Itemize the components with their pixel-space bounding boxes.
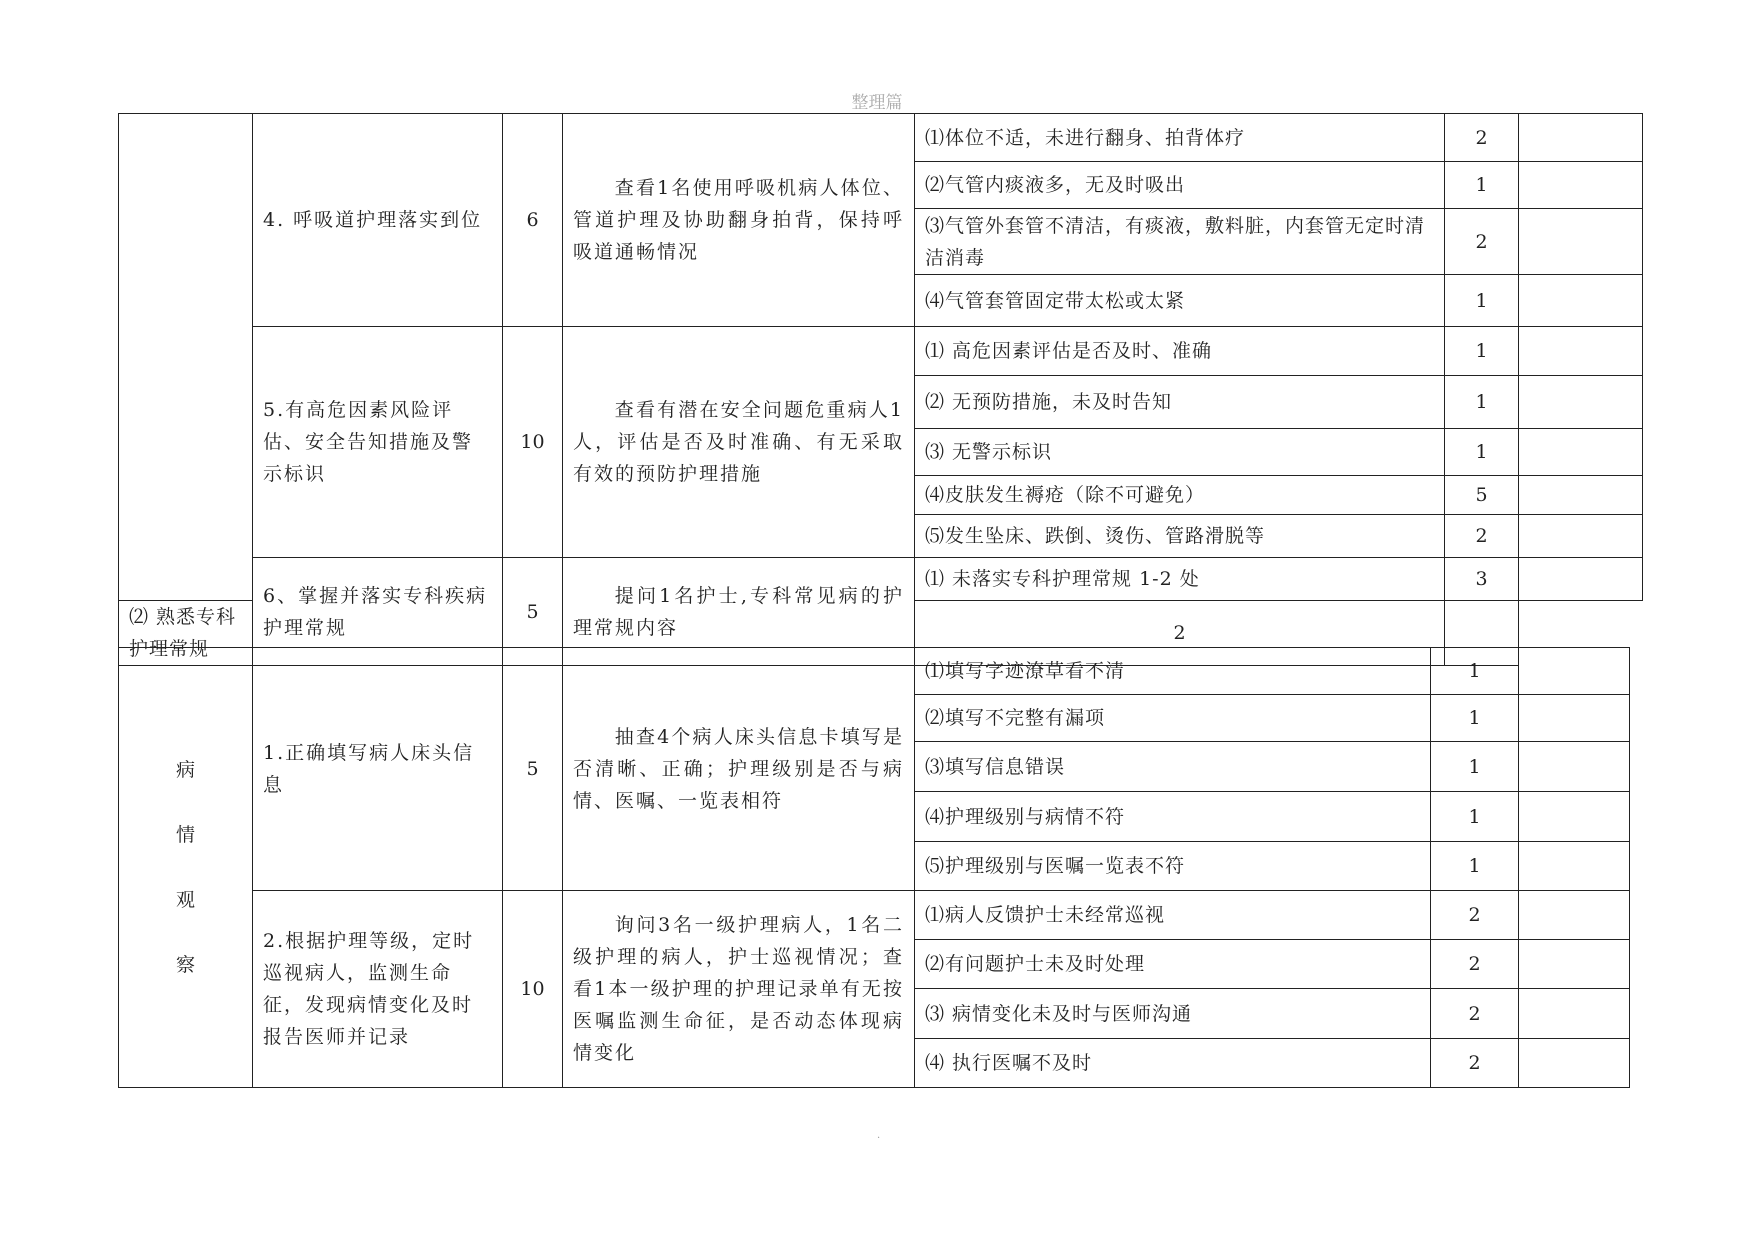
- method-cell: 抽查4个病人床头信息卡填写是否清晰、正确；护理级别是否与病情、医嘱、一览表相符: [563, 648, 915, 891]
- criterion-cell: 5.有高危因素风险评估、安全告知措施及警示标识: [253, 327, 503, 558]
- deduction-points: 2: [915, 601, 1445, 666]
- method-cell: 提问1名护士,专科常见病的护理常规内容: [563, 558, 915, 666]
- blank-cell: [1519, 742, 1630, 792]
- page-header: 整理篇: [851, 93, 903, 113]
- deduction-item: ⑶气管外套管不清洁，有痰液，敷料脏，内套管无定时清洁消毒: [915, 209, 1445, 275]
- blank-cell: [1519, 695, 1630, 742]
- deduction-item: ⑶填写信息错误: [915, 742, 1431, 792]
- deduction-points: 1: [1445, 162, 1519, 209]
- blank-cell: [1519, 476, 1643, 515]
- score-cell: 10: [503, 891, 563, 1088]
- deduction-item: ⑶ 无警示标识: [915, 429, 1445, 476]
- deduction-item: ⑶ 病情变化未及时与医师沟通: [915, 989, 1431, 1039]
- blank-cell: [1519, 891, 1630, 940]
- deduction-item: ⑵ 熟悉专科护理常规: [119, 601, 253, 666]
- score-cell: 5: [503, 558, 563, 666]
- deduction-points: 1: [1431, 742, 1519, 792]
- deduction-points: 1: [1431, 695, 1519, 742]
- deduction-item: ⑷气管套管固定带太松或太紧: [915, 275, 1445, 327]
- deduction-points: 2: [1431, 940, 1519, 989]
- blank-cell: [1519, 275, 1643, 327]
- deduction-item: ⑵ 无预防措施，未及时告知: [915, 376, 1445, 429]
- deduction-points: 2: [1431, 989, 1519, 1039]
- blank-cell: [1519, 515, 1643, 558]
- deduction-points: 1: [1445, 327, 1519, 376]
- blank-cell: [1519, 376, 1643, 429]
- deduction-points: 1: [1445, 429, 1519, 476]
- deduction-item: ⑵有问题护士未及时处理: [915, 940, 1431, 989]
- deduction-points: 2: [1445, 114, 1519, 162]
- method-cell: 查看1名使用呼吸机病人体位、管道护理及协助翻身拍背，保持呼吸道通畅情况: [563, 114, 915, 327]
- blank-cell: [1519, 558, 1643, 601]
- blank-cell: [1519, 989, 1630, 1039]
- deduction-item: ⑷ 执行医嘱不及时: [915, 1039, 1431, 1088]
- score-cell: 6: [503, 114, 563, 327]
- criterion-cell: 6、掌握并落实专科疾病护理常规: [253, 558, 503, 666]
- deduction-points: 2: [1431, 891, 1519, 940]
- evaluation-table-top: [118, 113, 1643, 666]
- deduction-item: ⑷护理级别与病情不符: [915, 792, 1431, 842]
- deduction-item: ⑴ 未落实专科护理常规 1-2 处: [915, 558, 1445, 601]
- criterion-cell: 4. 呼吸道护理落实到位: [253, 114, 503, 327]
- deduction-points: 1: [1431, 842, 1519, 891]
- category-char: 情: [175, 823, 195, 846]
- blank-cell: [1519, 1039, 1630, 1088]
- deduction-item: ⑸发生坠床、跌倒、烫伤、管路滑脱等: [915, 515, 1445, 558]
- deduction-item: ⑵气管内痰液多，无及时吸出: [915, 162, 1445, 209]
- blank-cell: [1519, 648, 1630, 695]
- category-char: 察: [175, 953, 195, 976]
- deduction-points: 2: [1445, 515, 1519, 558]
- method-cell: 查看有潜在安全问题危重病人1人，评估是否及时准确、有无采取有效的预防护理措施: [563, 327, 915, 558]
- blank-cell: [1519, 940, 1630, 989]
- evaluation-table-bottom: [118, 647, 1630, 1088]
- blank-cell: [1519, 162, 1643, 209]
- deduction-points: 1: [1445, 275, 1519, 327]
- deduction-item: ⑷皮肤发生褥疮（除不可避免）: [915, 476, 1445, 515]
- blank-cell: [1519, 842, 1630, 891]
- category-cell: [119, 648, 253, 1088]
- footer-mark: .: [877, 1130, 881, 1141]
- blank-cell: [1519, 429, 1643, 476]
- method-cell: 询问3名一级护理病人，1名二级护理的病人，护士巡视情况；查看1本一级护理的护理记录单有无按医嘱监测生命征，是否动态体现病情变化: [563, 891, 915, 1088]
- score-cell: 5: [503, 648, 563, 891]
- deduction-points: 1: [1431, 792, 1519, 842]
- deduction-item: ⑴填写字迹潦草看不清: [915, 648, 1431, 695]
- deduction-points: 1: [1431, 648, 1519, 695]
- criterion-cell: 1.正确填写病人床头信息: [253, 648, 503, 891]
- deduction-item: ⑸护理级别与医嘱一览表不符: [915, 842, 1431, 891]
- category-cell-empty: [119, 114, 253, 601]
- blank-cell: [1519, 209, 1643, 275]
- deduction-points: 2: [1445, 209, 1519, 275]
- category-char: 观: [175, 888, 195, 911]
- deduction-points: 3: [1445, 558, 1519, 601]
- blank-cell: [1519, 327, 1643, 376]
- score-cell: 10: [503, 327, 563, 558]
- blank-cell: [1519, 114, 1643, 162]
- deduction-item: ⑴ 高危因素评估是否及时、准确: [915, 327, 1445, 376]
- deduction-points: 2: [1431, 1039, 1519, 1088]
- deduction-points: 5: [1445, 476, 1519, 515]
- deduction-points: 1: [1445, 376, 1519, 429]
- criterion-cell: 2.根据护理等级，定时巡视病人，监测生命征，发现病情变化及时报告医师并记录: [253, 891, 503, 1088]
- blank-cell: [1519, 792, 1630, 842]
- category-char: 病: [175, 758, 195, 781]
- deduction-item: ⑴病人反馈护士未经常巡视: [915, 891, 1431, 940]
- deduction-item: ⑴体位不适，未进行翻身、拍背体疗: [915, 114, 1445, 162]
- deduction-item: ⑵填写不完整有漏项: [915, 695, 1431, 742]
